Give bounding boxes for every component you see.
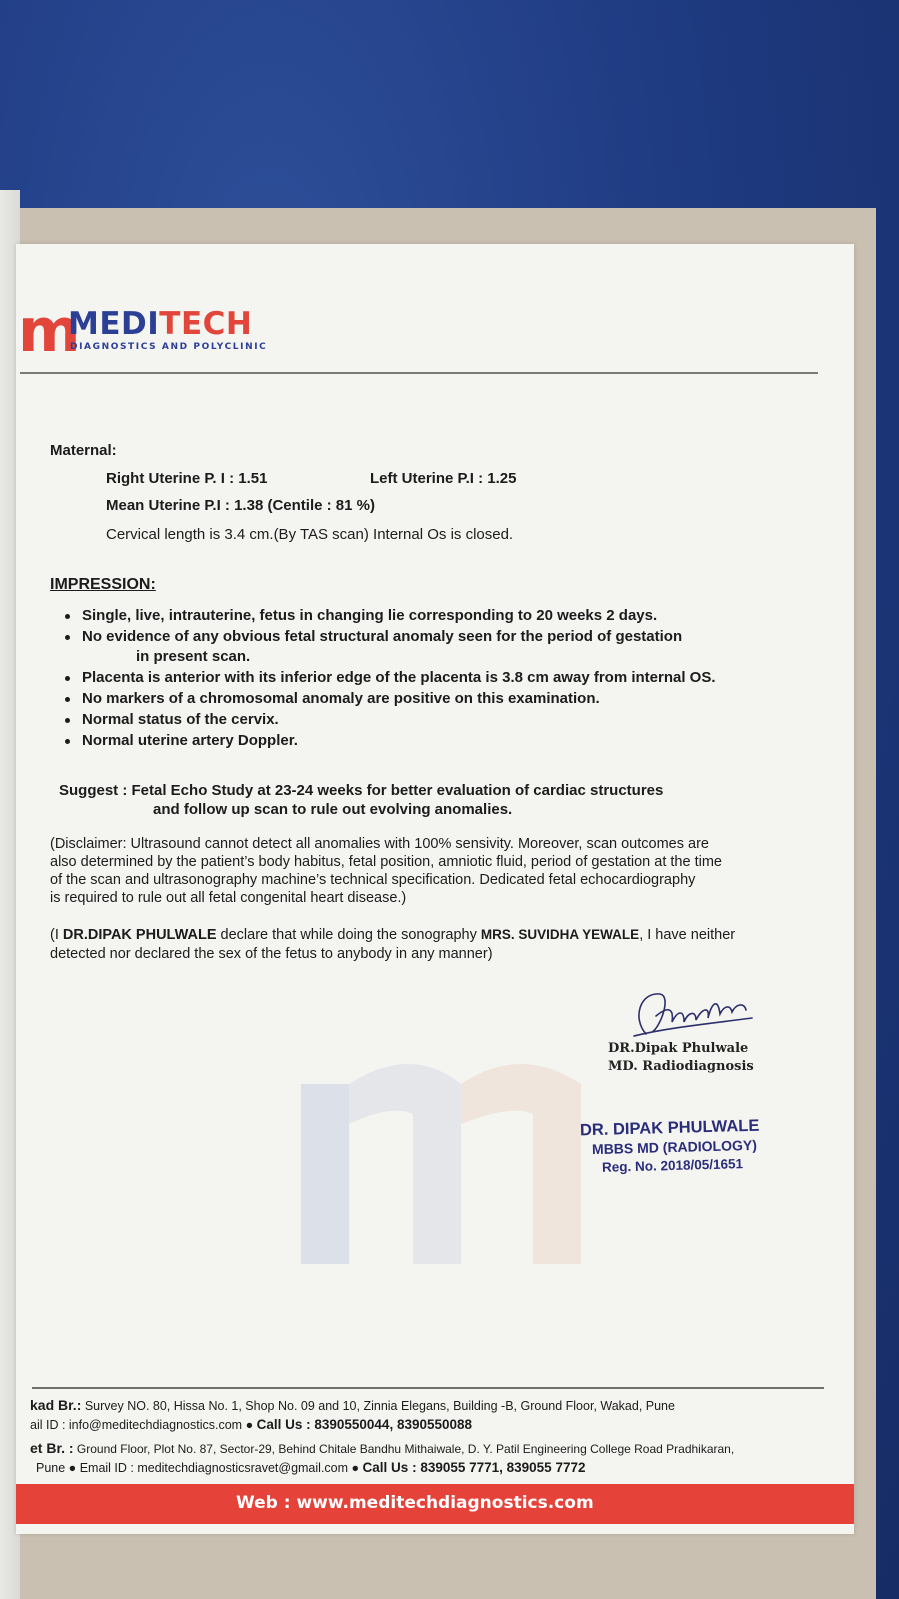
list-item: Normal status of the cervix. — [62, 710, 716, 730]
brand-name-part2: TECH — [159, 306, 253, 342]
impression-heading: IMPRESSION: — [50, 576, 156, 593]
disclaimer-line: of the scan and ultrasonography machine’s technical specification. Dedicated fetal echocardiography — [50, 872, 696, 888]
footer-divider — [32, 1387, 824, 1389]
wakad-contact: ail ID : info@meditechdiagnostics.com ● Call Us : 8390550044, 8390550088 — [30, 1417, 473, 1432]
declaration-doctor: DR.DIPAK PHULWALE — [62, 927, 217, 943]
report-page — [16, 244, 854, 1534]
cervical-length: Cervical length is 3.4 cm.(By TAS scan) Internal Os is closed. — [106, 526, 514, 543]
declaration-line-1: (I DR.DIPAK PHULWALE declare that while doing the sonography MRS. SUVIDHA YEWALE, I have neither — [50, 927, 736, 943]
right-uterine-pi: Right Uterine P. I : 1.51 — [106, 470, 268, 487]
list-item: Normal uterine artery Doppler. — [62, 731, 716, 751]
stamp-name: DR. DIPAK PHULWALE — [579, 1116, 760, 1140]
brand-name — [68, 306, 252, 342]
website-bar — [16, 1484, 854, 1524]
logo-mark: m — [18, 296, 77, 366]
brand-name-part1: MEDI — [68, 306, 160, 342]
header-divider — [20, 372, 818, 374]
stamp-qualification: MBBS MD (RADIOLOGY) — [591, 1136, 758, 1158]
website-text: Web : www.meditechdiagnostics.com — [236, 1493, 594, 1513]
left-uterine-pi: Left Uterine P.I : 1.25 — [370, 470, 517, 487]
list-item: Single, live, intrauterine, fetus in changing lie corresponding to 20 weeks 2 days. — [62, 606, 716, 626]
list-item: No markers of a chromosomal anomaly are positive on this examination. — [62, 689, 716, 709]
maternal-heading: Maternal: — [50, 442, 117, 459]
brand-tagline: DIAGNOSTICS AND POLYCLINIC — [70, 342, 268, 352]
signature-scribble — [626, 988, 756, 1040]
watermark-logo — [301, 1044, 621, 1264]
disclaimer-line: is required to rule out all fetal congenital heart disease.) — [50, 890, 407, 906]
wakad-address: kad Br.: Survey NO. 80, Hissa No. 1, Shop No. 09 and 10, Zinnia Elegans, Building -B, Ground Floor, Wakad, Pune — [30, 1397, 675, 1413]
declaration — [50, 925, 735, 964]
ravet-address: et Br. : Ground Floor, Plot No. 87, Sector-29, Behind Chitale Bandhu Mithaiwale, D. Y. Patil Engineering College Road Pradhikaran, — [30, 1440, 735, 1456]
ravet-contact: Pune ● Email ID : meditechdiagnosticsravet@gmail.com ● Call Us : 839055 7771, 839055 7772 — [36, 1460, 586, 1475]
signature-name: DR.Dipak Phulwale — [608, 1041, 749, 1056]
stamp-registration: Reg. No. 2018/05/1651 — [601, 1156, 744, 1175]
disclaimer-line: (Disclaimer: Ultrasound cannot detect all anomalies with 100% sensivity. Moreover, scan outcomes are — [50, 836, 709, 852]
impression-list — [62, 606, 716, 752]
declaration-patient: MRS. SUVIDHA YEWALE — [480, 927, 640, 942]
disclaimer — [50, 835, 810, 907]
list-item: Placenta is anterior with its inferior edge of the placenta is 3.8 cm away from internal OS. — [62, 668, 716, 688]
mean-uterine-pi: Mean Uterine P.I : 1.38 (Centile : 81 %) — [106, 497, 375, 514]
list-item: No evidence of any obvious fetal structural anomaly seen for the period of gestation in present scan. — [62, 627, 716, 667]
suggest-line-2: and follow up scan to rule out evolving anomalies. — [153, 801, 513, 818]
suggest-line-1: Suggest : Fetal Echo Study at 23-24 weeks for better evaluation of cardiac structures — [59, 782, 664, 799]
list-item-continuation: in present scan. — [136, 648, 251, 665]
disclaimer-line: also determined by the patient’s body habitus, fetal position, amniotic fluid, period of gestation at the time — [50, 854, 722, 870]
signature-degree: MD. Radiodiagnosis — [608, 1059, 754, 1074]
declaration-line-2: detected nor declared the sex of the fetus to anybody in any manner) — [50, 946, 493, 962]
